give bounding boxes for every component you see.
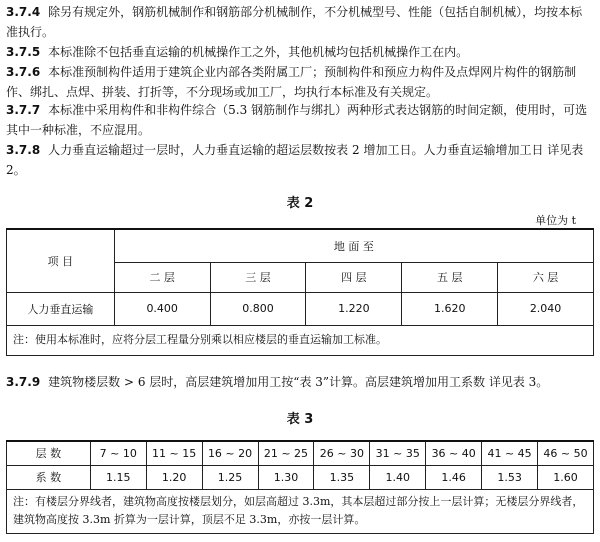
table2-column-header: 四 层 — [306, 262, 402, 292]
paragraph-3-7-5 — [6, 42, 594, 62]
table3-range-cell: 21 ~ 25 — [258, 441, 314, 465]
table2-corner-cell: 项 目 — [7, 229, 115, 292]
table3-note-line: 注：有楼层分界线者，建筑物高度按楼层划分，如层高超过 3.3m，其本层超过部分按上一层计算；无楼层分界线者， — [13, 495, 584, 508]
table3-coefficient-cell: 1.15 — [90, 465, 146, 489]
paragraph-text: 人力垂直运输超过一层时，人力垂直运输的超运层数按表 2 增加工日。人力垂直运输增加工日 详见表 2。 — [6, 143, 584, 177]
table2-unit: 单位为 t — [535, 214, 576, 227]
table3-coefficient-cell: 1.30 — [258, 465, 314, 489]
table2-value-cell: 1.220 — [306, 292, 402, 325]
table3-note-row — [7, 489, 594, 533]
table3-range-cell: 7 ~ 10 — [90, 441, 146, 465]
paragraph-number: 3.7.6 — [6, 65, 41, 79]
paragraph-number: 3.7.5 — [6, 45, 41, 59]
table2-value-cell: 1.620 — [402, 292, 498, 325]
table3-note-line: 建筑物高度按 3.3m 折算为一层计算，顶层不足 3.3m，亦按一层计算。 — [13, 513, 366, 526]
table2-group-header: 地 面 至 — [114, 229, 593, 262]
paragraph-text: 本标准除不包括垂直运输的机械操作工之外，其他机械均包括机械操作工在内。 — [48, 45, 469, 59]
paragraph-3-7-7 — [6, 100, 594, 140]
table3-range-cell: 36 ~ 40 — [426, 441, 482, 465]
table2-row-label: 人力垂直运输 — [7, 292, 115, 325]
table3-coefficient-cell: 1.25 — [202, 465, 258, 489]
paragraph-3-7-9 — [6, 372, 594, 392]
paragraph-text: 建筑物楼层数 > 6 层时，高层建筑增加用工按“表 3”计算。高层建筑增加用工系数 详见表 3。 — [48, 375, 549, 389]
table3-coefficient-cell: 1.53 — [482, 465, 538, 489]
paragraph-text: 除另有规定外，钢筋机械制作和钢筋部分机械制作，不分机械型号、性能（包括自制机械），均按本标准执行。 — [6, 5, 583, 39]
table2-value-cell: 2.040 — [498, 292, 594, 325]
table3 — [6, 440, 594, 534]
paragraph-3-7-4 — [6, 2, 594, 42]
table3-coefficient-row — [7, 465, 594, 489]
table3-title: 表 3 — [286, 412, 314, 427]
table3-range-cell: 16 ~ 20 — [202, 441, 258, 465]
table3-floors-row — [7, 441, 594, 465]
table3-row-label: 系 数 — [7, 465, 91, 489]
table3-range-cell: 31 ~ 35 — [370, 441, 426, 465]
table2-value-cell: 0.800 — [210, 292, 306, 325]
table2-data-row — [7, 292, 594, 325]
table3-coefficient-cell: 1.46 — [426, 465, 482, 489]
table3-coefficient-cell: 1.35 — [314, 465, 370, 489]
paragraph-3-7-8 — [6, 140, 594, 180]
table2-note-row — [7, 325, 594, 355]
table3-note — [7, 489, 594, 533]
table3-range-cell: 11 ~ 15 — [146, 441, 202, 465]
paragraph-number: 3.7.7 — [6, 103, 41, 117]
table2-title: 表 2 — [286, 196, 314, 211]
table2-value-cell: 0.400 — [114, 292, 210, 325]
paragraph-text: 本标准中采用构件和非构件综合（5.3 钢筋制作与绑扎）两种形式表达钢筋的时间定额，使用时，可选其中一种标准，不应混用。 — [6, 103, 588, 137]
table2-column-header: 三 层 — [210, 262, 306, 292]
table2-column-header: 五 层 — [402, 262, 498, 292]
table3-coefficient-cell: 1.20 — [146, 465, 202, 489]
table2-column-header: 二 层 — [114, 262, 210, 292]
paragraph-3-7-6 — [6, 62, 594, 102]
paragraph-number: 3.7.4 — [6, 5, 41, 19]
table3-range-cell: 41 ~ 45 — [482, 441, 538, 465]
table2 — [6, 228, 594, 356]
table2-header-row — [7, 229, 594, 262]
table3-range-cell: 46 ~ 50 — [538, 441, 594, 465]
table3-row-label: 层 数 — [7, 441, 91, 465]
table2-note: 注：使用本标准时，应将分层工程量分别乘以相应楼层的垂直运输加工标准。 — [7, 325, 594, 355]
paragraph-number: 3.7.8 — [6, 143, 41, 157]
table3-coefficient-cell: 1.40 — [370, 465, 426, 489]
table3-range-cell: 26 ~ 30 — [314, 441, 370, 465]
paragraph-text: 本标准预制构件适用于建筑企业内部各类附属工厂；预制构件和预应力构件及点焊网片构件的钢筋制作、绑扎、点焊、拼装、打折等，不分现场或加工厂，均执行本标准及有关规定。 — [6, 65, 577, 99]
table3-coefficient-cell: 1.60 — [538, 465, 594, 489]
paragraph-number: 3.7.9 — [6, 375, 41, 389]
table2-column-header: 六 层 — [498, 262, 594, 292]
